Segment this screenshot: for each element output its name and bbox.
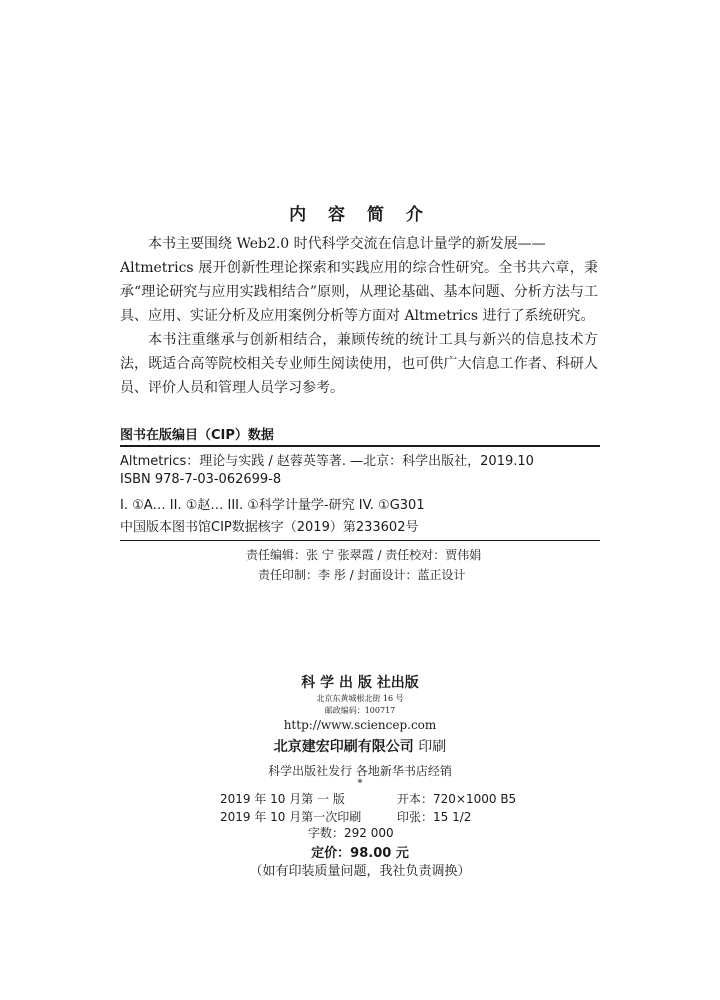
- cip-line-2: ISBN 978-7-03-062699-8: [120, 472, 282, 487]
- word-count: 字数：292 000: [308, 826, 394, 840]
- publisher-url: http://www.sciencep.com: [283, 718, 437, 732]
- price: 定价：98.00 元: [311, 846, 409, 861]
- cip-line-4: 中国版本图书馆CIP数据核字（2019）第233602号: [120, 520, 419, 535]
- edition-line-2-left: 2019 年 10 月第一次印刷: [220, 810, 362, 824]
- summary-paragraph-1: [120, 232, 598, 328]
- cip-top-rule: [120, 445, 600, 447]
- edition-line-1-left: 2019 年 10 月第 一 版: [220, 792, 345, 806]
- staff-line-1: 责任编辑：张 宁 张翠霞 / 责任校对：贾伟娟: [246, 548, 482, 562]
- edition-line-1-right: 开本：720×1000 B5: [397, 792, 517, 806]
- staff-line-2: 责任印制：李 彤 / 封面设计：蓝正设计: [258, 568, 466, 582]
- separator-star: *: [357, 778, 363, 789]
- summary-paragraph-2: 本书注重继承与创新相结合，兼顾传统的统计工具与新兴的信息技术方法，既适合高等院校相关专业师生阅读使用，也可供广大信息工作者、科研人员、评价人员和管理人员学习参考。: [120, 332, 598, 396]
- printer-name: 北京建宏印刷有限公司: [273, 739, 414, 755]
- publisher-postcode: 邮政编码：100717: [324, 706, 396, 715]
- publisher-name: 科 学 出 版 社出版: [301, 675, 419, 691]
- distribution-line: 科学出版社发行 各地新华书店经销: [268, 764, 452, 778]
- edition-line-2-right: 印张：15 1/2: [397, 810, 472, 824]
- publisher-address: 北京东黄城根北街 16 号: [316, 694, 404, 703]
- page-title: 内 容 简 介: [289, 205, 431, 225]
- printer-suffix: 印刷: [418, 739, 447, 755]
- printer-line: [0, 736, 720, 756]
- cip-line-3: I. ①A… II. ①赵… III. ①科学计量学-研究 IV. ①G301: [120, 498, 425, 513]
- cip-bottom-rule: [120, 540, 600, 541]
- cip-line-1: Altmetrics：理论与实践 / 赵蓉英等著. —北京：科学出版社，2019.10: [120, 454, 534, 469]
- summary-paragraph-1-line1: 本书主要围绕 Web2.0 时代科学交流在信息计量学的新发展——: [148, 236, 546, 252]
- cip-heading: 图书在版编目（CIP）数据: [120, 428, 274, 443]
- summary-paragraph-1-rest: Altmetrics 展开创新性理论探索和实践应用的综合性研究。全书共六章，秉承“理论研究与应用实践相结合”原则，从理论基础、基本问题、分析方法与工具、应用、实证分析及应用案例分析等方面对 Altmetrics 进行了系统研究。: [120, 260, 598, 324]
- replacement-note: （如有印装质量问题，我社负责调换）: [249, 864, 471, 879]
